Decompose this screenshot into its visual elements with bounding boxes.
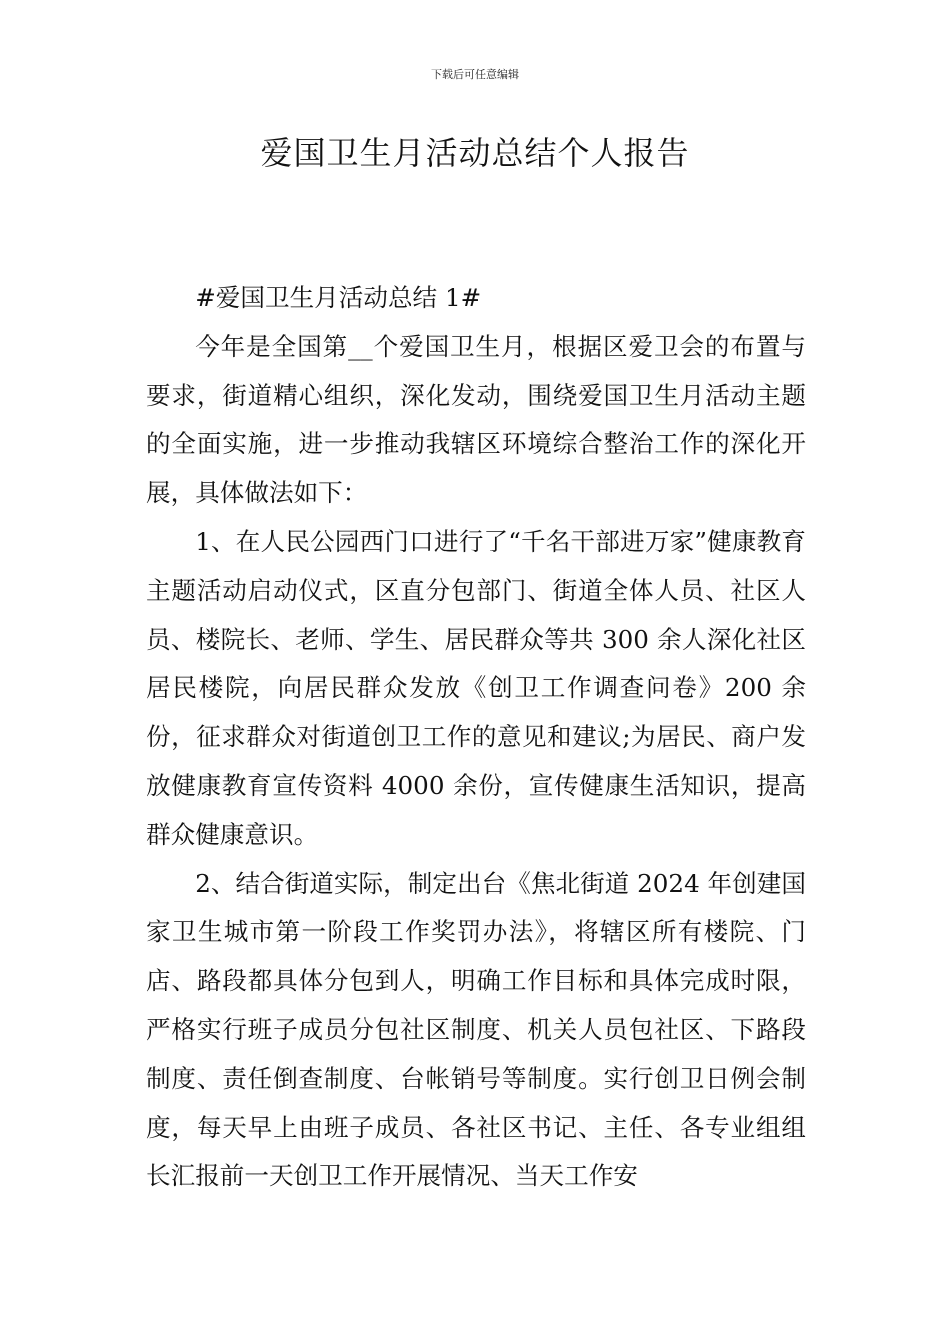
document-body: [146, 274, 806, 1201]
paragraph-item-2: 2、结合街道实际，制定出台《焦北街道 2024 年创建国家卫生城市第一阶段工作奖罚办法》，将辖区所有楼院、门店、路段都具体分包到人，明确工作目标和具体完成时限，严格实行班子成员分包社区制度、机关人员包社区、下路段制度、责任倒查制度、台帐销号等制度。实行创卫日例会制度，每天早上由班子成员、各社区书记、主任、各专业组组长汇报前一天创卫工作开展情况、当天工作安: [146, 868, 806, 1191]
document-title: 爱国卫生月活动总结个人报告: [260, 134, 690, 172]
paragraph-item-1: 1、在人民公园西门口进行了“千名干部进万家”健康教育主题活动启动仪式，区直分包部门、街道全体人员、社区人员、楼院长、老师、学生、居民群众等共 300 余人深化社区居民楼院，向居民群众发放《创卫工作调查问卷》200 余份，征求群众对街道创卫工作的意见和建议;为居民、商户发放健康教育宣传资料 4000 余份，宣传健康生活知识，提高群众健康意识。: [146, 526, 806, 849]
paragraph-intro: 今年是全国第__个爱国卫生月，根据区爱卫会的布置与要求，街道精心组织，深化发动，围绕爱国卫生月活动主题的全面实施，进一步推动我辖区环境综合整治工作的深化开展，具体做法如下：: [146, 331, 806, 508]
section-heading: #爱国卫生月活动总结 1#: [195, 283, 482, 312]
header-note: 下载后可任意编辑: [431, 68, 519, 81]
